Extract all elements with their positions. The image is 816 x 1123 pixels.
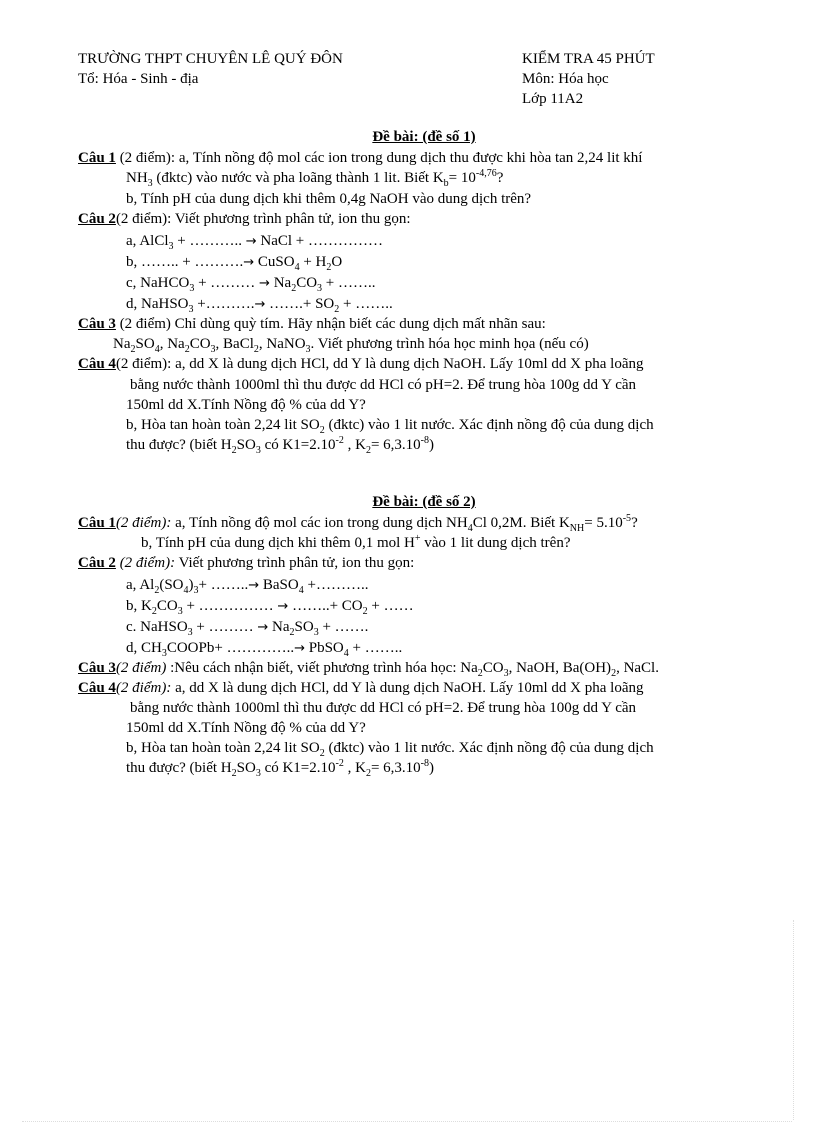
exam-2-question-4-line-5: thu được? (biết $H_2SO_3$ có $K1=2.10^{-2}$ , $K_2= 6,3.10^{-8}$) [126, 758, 435, 779]
exam-1-question-2: Câu 2(2 điểm): Viết phương trình phân tử, ion thu gọn: [78, 211, 411, 227]
exam-1-title: Đề bài: (đề số 1) [372, 129, 476, 145]
exam-2-question-3: Câu 3(2 điểm) :Nêu cách nhận biết, viết phương trình hóa học: $Na_2CO_3$, NaOH, $Ba(OH)_2$, NaCl. [78, 660, 659, 679]
class-name: Lớp 11A2 [522, 91, 584, 107]
exam-1-question-4: Câu 4(2 điểm): a, dd X là dung dịch HCl, dd Y là dung dịch NaOH. Lấy 10ml dd X pha loãng [78, 356, 644, 372]
exam-1-question-1-line-2: $NH_3$ (đktc) vào nước và pha loãng thành 1 lit. Biết $K_b= 10^{-4,76}$? [126, 168, 504, 189]
school-name: TRƯỜNG THPT CHUYÊN LÊ QUÝ ĐÔN [78, 51, 343, 67]
exam-1-question-4-part-b: b, Hòa tan hoàn toàn 2,24 lit $SO_2$ (đktc) vào 1 lit nước. Xác định nồng độ của dung dịch [126, 417, 654, 436]
exam-1-question-2-b: b, …….. + ……….→ CuSO$_4$ + $H_2O$ [126, 254, 343, 273]
exam-1-question-4-line-5: thu được? (biết $H_2SO_3$ có $K1=2.10^{-2}$ , $K_2= 6,3.10^{-8}$) [126, 435, 435, 456]
exam-2-question-4-line-3: 150ml dd X.Tính Nồng độ % của dd Y? [126, 720, 366, 736]
exam-1-question-4-line-2: bằng nước thành 1000ml thì thu được dd HCl có pH=2. Để trung hòa 100g dd Y cần [130, 377, 637, 393]
exam-1-question-2-a: a, AlCl$_3$ + ……….. → NaCl + …………… [126, 233, 384, 252]
question-label: Câu 1 [78, 150, 116, 166]
exam-1-question-3-solutions: $Na_2SO_4$, $Na_2CO_3$, BaCl$_2$, NaNO$_3$. Viết phương trình hóa học minh họa (nếu có) [113, 336, 589, 355]
exam-1-question-3: Câu 3 (2 điểm) Chỉ dùng quỳ tím. Hãy nhận biết các dung dịch mất nhãn sau: [78, 316, 546, 332]
exam-1-question-2-d: d, NaHSO$_3$ +……….→ …….+ $SO_2$ + …….. [126, 296, 393, 315]
exam-1-question-1: Câu 1 (2 điểm): a, Tính nồng độ mol các ion trong dung dịch thu được khi hòa tan 2,24 lit khí [78, 150, 643, 166]
exam-1-question-2-c: c, NaHCO$_3$ + ……… → $Na_2CO_3$ + …….. [126, 275, 376, 294]
exam-2-question-4-part-b: b, Hòa tan hoàn toàn 2,24 lit $SO_2$ (đktc) vào 1 lit nước. Xác định nồng độ của dung dịch [126, 740, 654, 759]
exam-1-question-1-part-b: b, Tính pH của dung dịch khi thêm 0,4g NaOH vào dung dịch trên? [126, 191, 532, 207]
page-border-bottom [22, 1121, 792, 1122]
exam-2-question-2: Câu 2 (2 điểm): Viết phương trình phân tử, ion thu gọn: [78, 555, 415, 571]
exam-2-question-2-b: b, $K_2CO_3$ + …………… → ……..+ $CO_2$ + …… [126, 598, 414, 617]
exam-2-question-4-line-2: bằng nước thành 1000ml thì thu được dd HCl có pH=2. Để trung hòa 100g dd Y cần [130, 700, 637, 716]
exam-2-question-2-d: d, $CH_3COOPb+$ …………..→ PbSO$_4$ + …….. [126, 640, 403, 659]
department: Tổ: Hóa - Sinh - địa [78, 71, 199, 87]
exam-2-question-4: Câu 4(2 điểm): a, dd X là dung dịch HCl, dd Y là dung dịch NaOH. Lấy 10ml dd X pha loãng [78, 680, 644, 696]
exam-1-question-4-line-3: 150ml dd X.Tính Nồng độ % của dd Y? [126, 397, 366, 413]
exam-2-question-1-part-b: b, Tính pH của dung dịch khi thêm 0,1 mol H+ vào 1 lit dung dịch trên? [141, 533, 571, 551]
exam-2-question-1: Câu 1(2 điểm): a, Tính nồng độ mol các ion trong dung dịch $NH_4Cl$ 0,2M. Biết $K_{NH}= 5.10^{-5}$? [78, 513, 638, 534]
exam-title: KIỂM TRA 45 PHÚT [522, 51, 655, 67]
exam-2-question-2-a: a, $Al_2(SO_4)_3+$ ……..→ BaSO$_4$ +……….. [126, 577, 369, 596]
page-border-right [793, 920, 794, 1120]
subject: Môn: Hóa học [522, 71, 609, 87]
exam-2-title: Đề bài: (đề số 2) [372, 494, 476, 510]
exam-2-question-2-c: c. NaHSO$_3$ + ……… → $Na_2SO_3$ + ……. [126, 619, 369, 638]
